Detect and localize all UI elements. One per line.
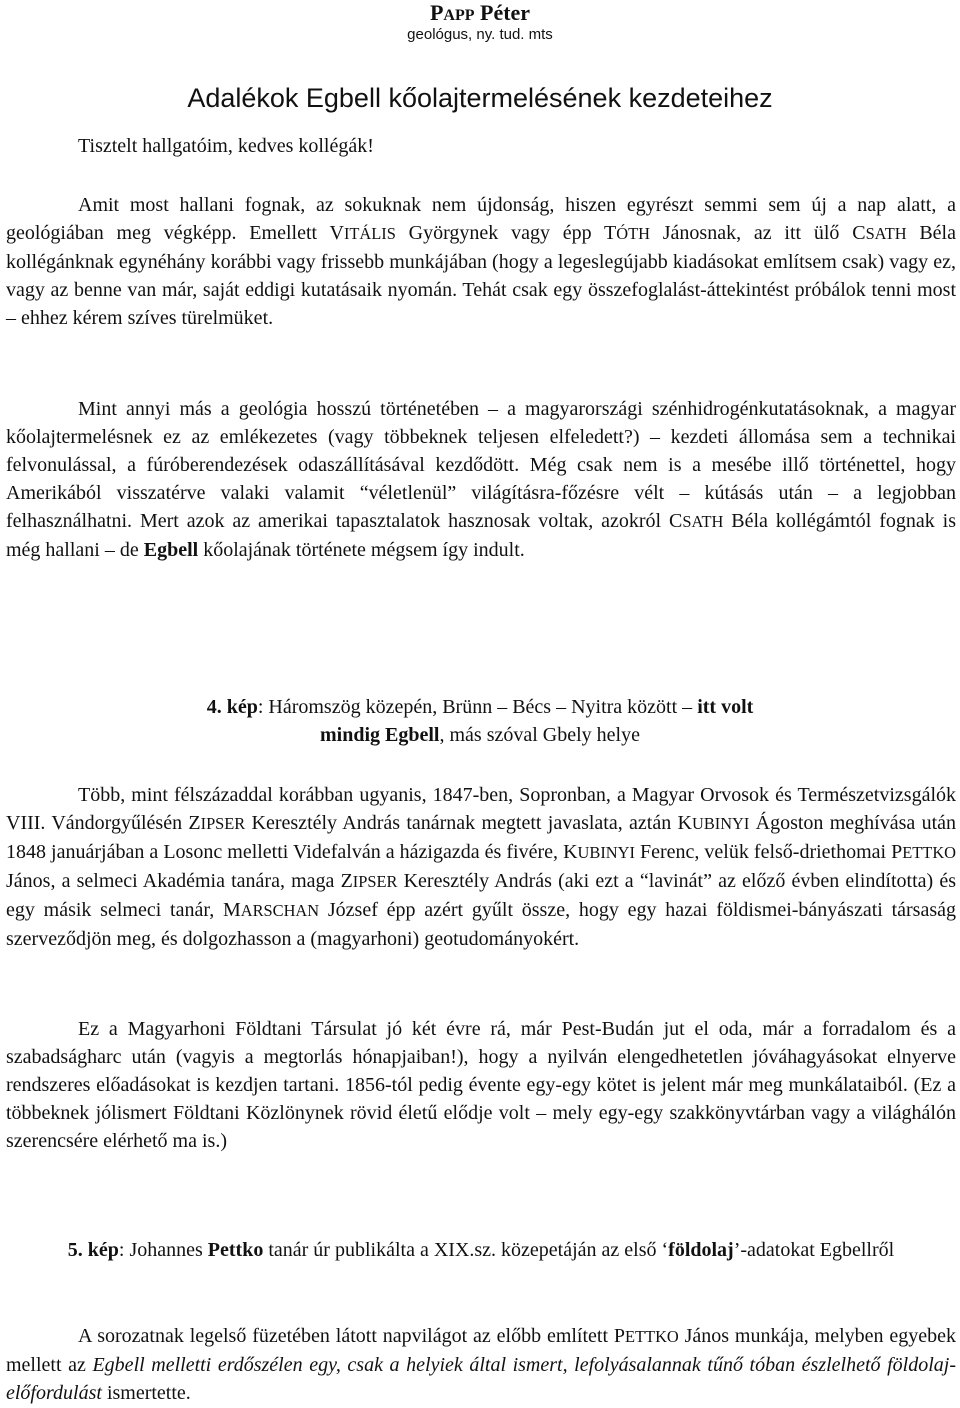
document-title: Adalékok Egbell kőolajtermelésének kezdeteihez <box>187 83 773 113</box>
caption-5-number: 5. kép <box>67 1239 119 1261</box>
caption-4-number: 4. kép <box>206 696 258 718</box>
paragraph-3: Több, mint félszázaddal korábban ugyanis, 1847-ben, Sopronban, a Magyar Orvosok és Természetvizsgálók VIII. Vándorgyűlésén ZIPSER Keresztély András tanárnak megtett javaslata, aztán KUBINYI Ágoston meghívása után 1848 januárjában a Losonc melletti Videfalván a házigazda és fivére, KUBINYI Ferenc, velük felső-driethomai PETTKO János, a selmeci Akadémia tanára, maga ZIPSER Keresztély András (aki ezt a “lavinát” az előző évben elindította) és egy másik selmeci tanár, MARSCHAN József épp azért gyűlt össze, hogy egy hazai földismei-bányászati társaság szerveződjön meg, és dolgozhasson a (magyarhoni) geotudományokért. <box>6 784 957 950</box>
paragraph-5: A sorozatnak legelső füzetében látott napvilágot az előbb említett PETTKO János munkája, melyben egyebek mellett az Egbell melletti erdőszélen egy, csak a helyiek által ismert, lefolyásalannak tűnő tóban észlelhető földolaj-előfordulást ismertette. <box>6 1325 957 1404</box>
paragraph-2: Mint annyi más a geológia hosszú történetében – a magyarországi szénhidrogénkutatásoknak, a magyar kőolajtermelésnek ez az emlékezetes (vagy többeknek teljesen elfeledett?) – kezdeti állomása sem a technikai felvonulással, a fúróberendezések odaszállításával kezdődött. Még csak nem is a mesébe illő történettel, hogy Amerikából visszatérve valaki valamit “véletlenül” világításra-főzésre vélt – kútásás után – a legjobban felhasználhatni. Mert azok az amerikai tapasztalatok hasznosak voltak, azokról CSATH Béla kollégámtól fognak is még hallani – de Egbell kőolajának története mégsem így indult. <box>6 398 956 561</box>
greeting <box>6 132 956 160</box>
author-name <box>0 0 960 29</box>
greeting-text: Tisztelt hallgatóim, kedves kollégák! <box>78 135 374 157</box>
author-affiliation: geológus, ny. tud. mts <box>407 26 553 43</box>
caption-5-foldolaj: földolaj <box>668 1239 734 1261</box>
caption-4-bold: itt volt mindig Egbell <box>320 696 754 746</box>
egbell-bold: Egbell <box>143 539 199 561</box>
paragraph-5-italic: Egbell melletti erdőszélen egy, csak a helyiek által ismert, lefolyásalannak tűnő tóban észlelhető földolaj-előfordulást <box>6 1354 957 1404</box>
figure-caption-4: 4. kép: Háromszög közepén, Brünn – Bécs – Nyitra között – itt volt mindig Egbell, más szóval Gbely helye <box>206 696 754 746</box>
author-smallcaps: APP <box>443 7 475 24</box>
figure-caption-5: 5. kép: Johannes Pettko tanár úr publikálta a XIX.sz. közepetáján az első ‘földolaj’-adatokat Egbellről <box>67 1239 895 1261</box>
paragraph-1: Amit most hallani fognak, az sokuknak nem újdonság, hiszen egyrészt semmi sem új a nap alatt, a geológiában meg végképp. Emellett VITÁLIS Györgynek vagy épp TÓTH Jánosnak, az itt ülő CSATH Béla kollégánknak egynéhány korábbi vagy frissebb munkájában (hogy a legeslegújabb kiadásokat említsem csak) vagy ez, vagy az benne van már, saját eddigi kutatásaik nyomán. Tehát csak egy összefoglalást-áttekintést próbálok tenni most – ehhez kérem szíves türelmüket. <box>6 194 956 329</box>
caption-5-pettko: Pettko <box>207 1239 264 1261</box>
author-given-name: Péter <box>474 0 531 25</box>
author-initial: P <box>429 0 444 25</box>
paragraph-4: Ez a Magyarhoni Földtani Társulat jó két évre rá, már Pest-Budán jut el oda, már a forradalom és a szabadságharc után (vagyis a megtorlás hónapjaiban!), hogy a nyilván elengedhetetlen jóváhagyásokat elnyerve rendszeres előadásokat is kezdjen tartani. 1856-tól pedig évente egy-egy kötet is jelent már meg munkálataiból. (Ez a többeknek jólismert Földtani Közlönynek rövid életű elődje volt – mely egy-egy szakkönyvtárban vagy a világhálón szerencsére elérhető ma is.) <box>6 1018 956 1152</box>
